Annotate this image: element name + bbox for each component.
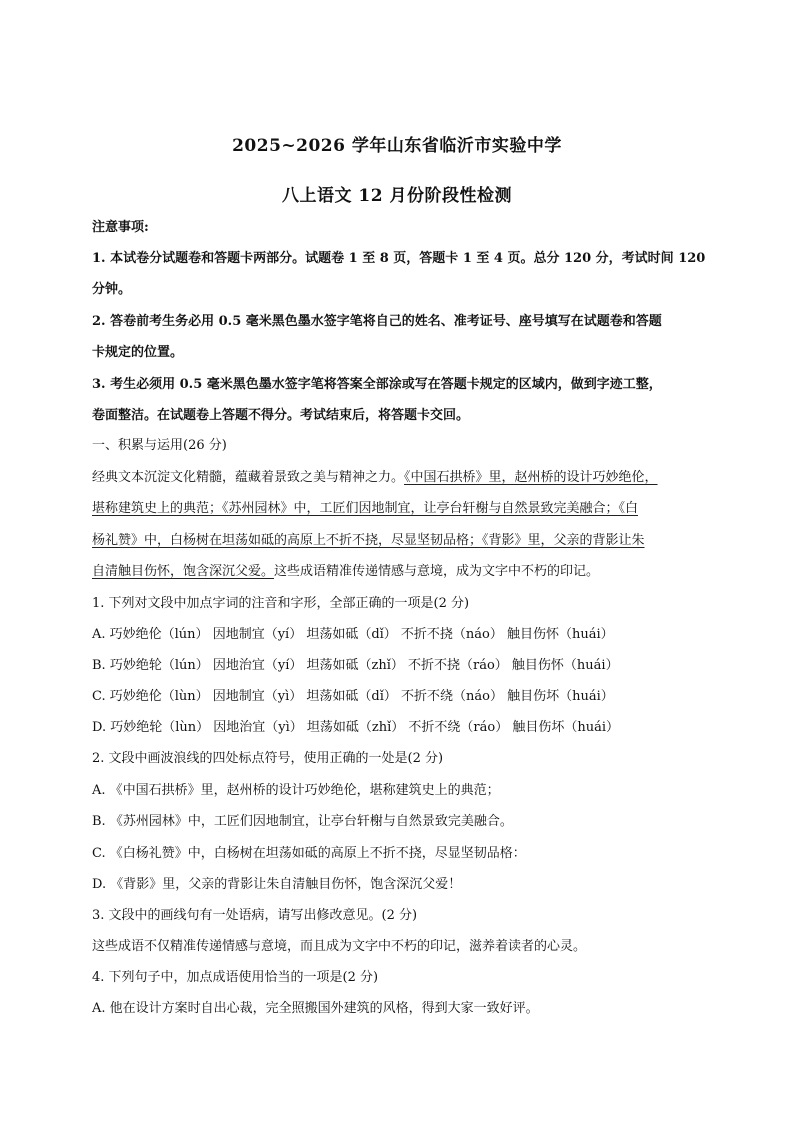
question-3-stem: 3. 文段中的画线句有一处语病，请写出修改意见。(2 分) [92, 908, 418, 923]
question-2-option-b: B. 《苏州园林》中，工匠们因地制宜，让亭台轩榭与自然景致完美融合。 [92, 814, 513, 829]
question-4-option-a: A. 他在设计方案时自出心裁，完全照搬国外建筑的风格，得到大家一致好评。 [92, 1001, 539, 1016]
section-heading: 一、积累与运用(26 分) [92, 438, 227, 453]
notice-item-1: 1. 本试卷分试题卷和答题卡两部分。试题卷 1 至 8 页，答题卡 1 至 4 页。总分 120 分，考试时间 120 [92, 251, 706, 266]
notice-item-3: 3. 考生必须用 0.5 毫米黑色墨水签字笔将答案全部涂或写在答题卡规定的区域内，做到字迹工整， [92, 377, 662, 392]
exam-title-line2: 八上语文 12 月份阶段性检测 [282, 186, 512, 206]
passage-line-3: 杨礼赞》中，白杨树在坦荡如砥的高原上不折不挠，尽显坚韧品格；《背影》里，父亲的背影让朱 [92, 533, 645, 548]
notice-item-2-cont: 卡规定的位置。 [92, 345, 184, 360]
notice-item-1-cont: 分钟。 [92, 282, 132, 297]
underlined-passage: 《中国石拱桥》里，赵州桥的设计巧妙绝伦， [404, 470, 658, 485]
question-1-option-c: C. 巧妙绝伦（lùn） 因地制宜（yì） 坦荡如砥（dǐ） 不折不绕（náo） 触目伤坏（huái） [92, 689, 614, 704]
passage-line-4 [92, 564, 704, 580]
question-4-stem: 4. 下列句子中，加点成语使用恰当的一项是(2 分) [92, 970, 379, 985]
question-1-option-d: D. 巧妙绝轮（lùn） 因地治宜（yì） 坦荡如砥（zhǐ） 不折不绕（ráo） 触目伤坏（huái） [92, 720, 619, 735]
question-2-stem: 2. 文段中画波浪线的四处标点符号，使用正确的一处是(2 分) [92, 751, 444, 766]
passage-text: 这些成语精准传递情感与意境，成为文字中不朽的印记。 [274, 564, 600, 579]
question-2-option-d: D. 《背影》里，父亲的背影让朱自清触目伤怀，饱含深沉父爱！ [92, 877, 462, 892]
notice-item-2: 2. 答卷前考生务必用 0.5 毫米黑色墨水签字笔将自己的姓名、准考证号、座号填写在试题卷和答题 [92, 314, 662, 329]
passage-text: 经典文本沉淀文化精髓，蕴藏着景致之美与精神之力。 [92, 470, 405, 485]
notice-heading: 注意事项: [92, 220, 149, 235]
question-1-option-b: B. 巧妙绝轮（lún） 因地治宜（yí） 坦荡如砥（zhǐ） 不折不挠（ráo） 触目伤怀（huái） [92, 658, 619, 673]
question-1-option-a: A. 巧妙绝伦（lún） 因地制宜（yí） 坦荡如砥（dǐ） 不折不挠（náo） 触目伤怀（huái） [92, 627, 614, 642]
underlined-passage: 自清触目伤怀，饱含深沉父爱。 [92, 564, 275, 579]
passage-line-2: 堪称建筑史上的典范；《苏州园林》中，工匠们因地制宜，让亭台轩榭与自然景致完美融合；《白 [92, 501, 639, 516]
question-1-stem: 1. 下列对文段中加点字词的注音和字形，全部正确的一项是(2 分) [92, 596, 470, 611]
notice-item-3-cont: 卷面整洁。在试题卷上答题不得分。考试结束后，将答题卡交回。 [92, 408, 470, 423]
question-3-sentence: 这些成语不仅精准传递情感与意境，而且成为文字中不朽的印记，滋养着读者的心灵。 [92, 939, 587, 954]
question-2-option-c: C. 《白杨礼赞》中，白杨树在坦荡如砥的高原上不折不挠，尽显坚韧品格： [92, 846, 526, 861]
passage-line-1 [92, 470, 704, 486]
question-2-option-a: A. 《中国石拱桥》里，赵州桥的设计巧妙绝伦，堪称建筑史上的典范； [92, 783, 500, 798]
exam-title-line1: 2025~2026 学年山东省临沂市实验中学 [232, 136, 562, 156]
